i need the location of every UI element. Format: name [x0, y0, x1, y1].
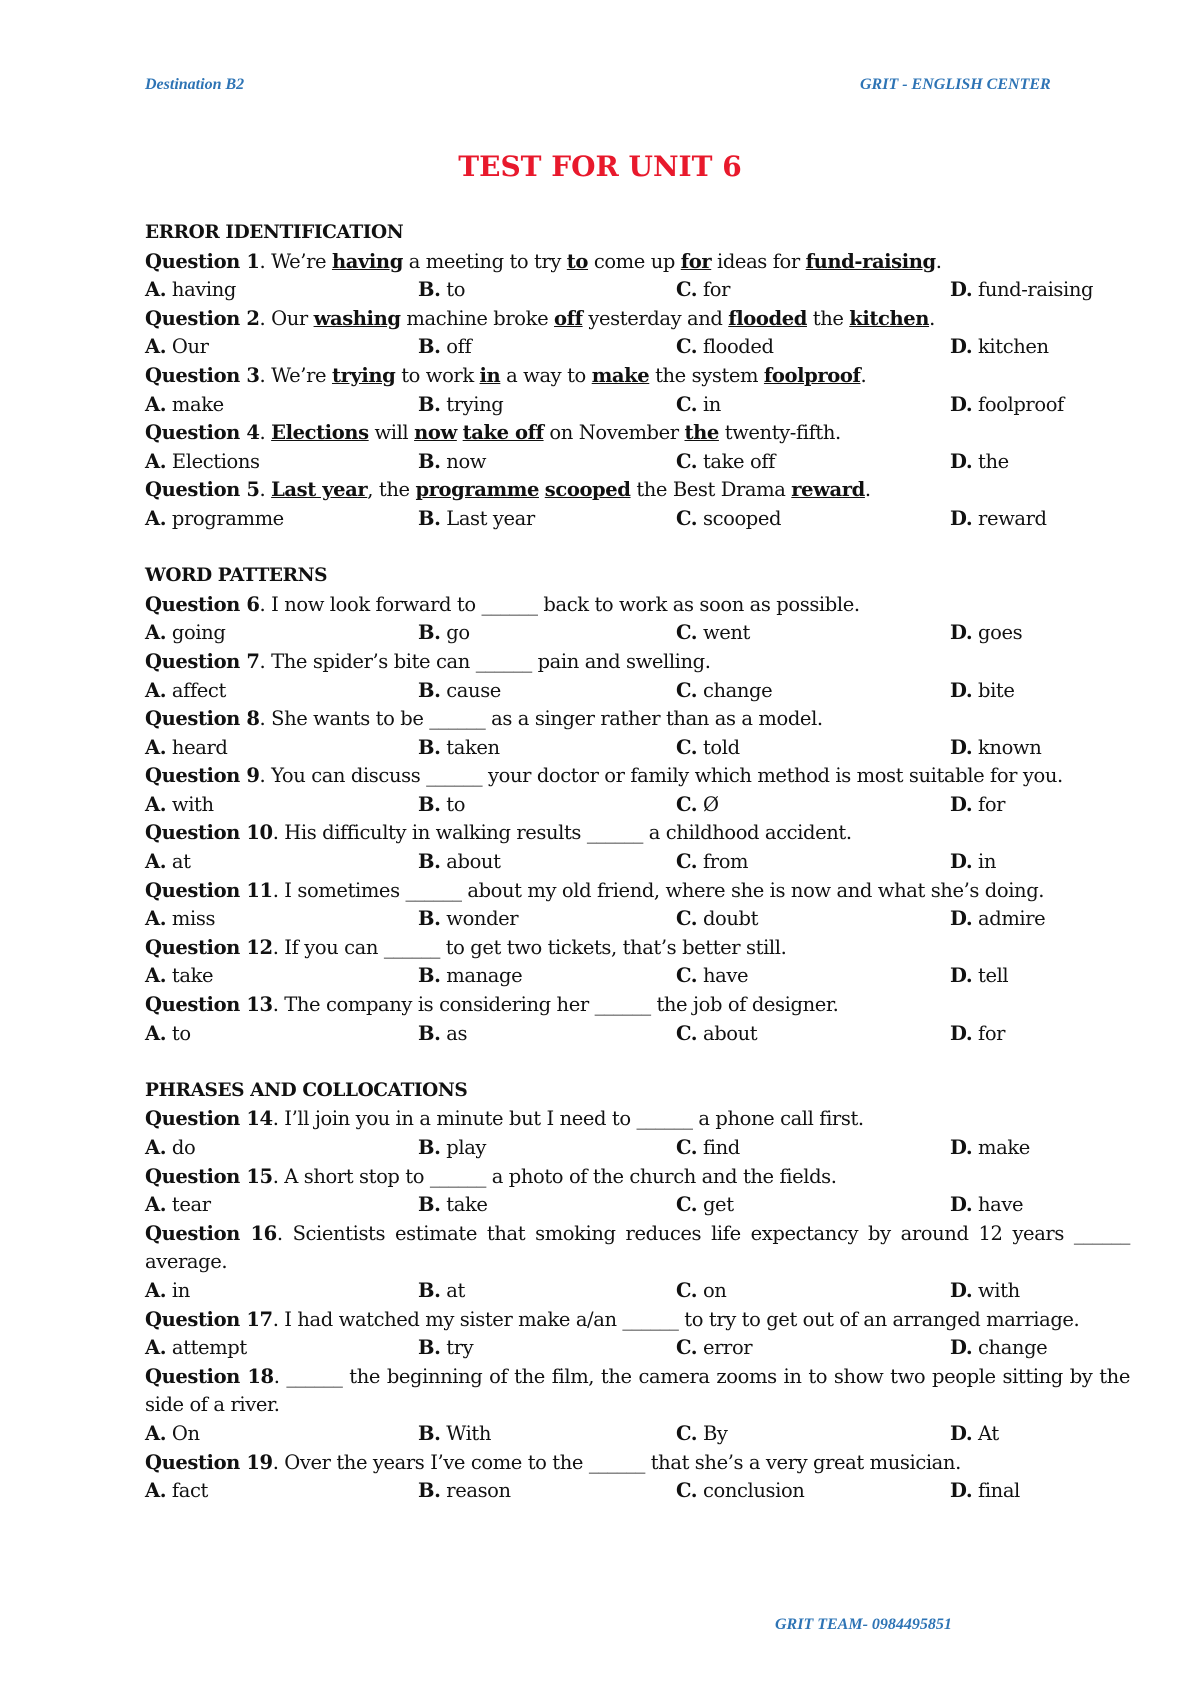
- answer-option: C. conclusion: [676, 1479, 805, 1503]
- answer-option: D. final: [950, 1479, 1020, 1503]
- answer-option: C. for: [676, 278, 731, 302]
- section-heading: PHRASES AND COLLOCATIONS: [145, 1079, 468, 1101]
- question-text: Question 18. ______ the beginning of the film, the camera zooms in to show two people sitting by the side of a river.: [145, 1364, 1130, 1417]
- answer-option: C. from: [676, 850, 749, 874]
- answer-option: C. on: [676, 1278, 727, 1302]
- underlined-word: foolproof: [763, 363, 861, 387]
- underlined-word: make: [591, 363, 650, 387]
- question-text: Question 4. Elections will now take off on November the twenty-fifth.: [145, 421, 841, 445]
- question-text: Question 14. I’ll join you in a minute but I need to ______ a phone call first.: [145, 1107, 864, 1131]
- answer-option: B. wonder: [418, 907, 519, 931]
- answer-option: A. make: [145, 392, 224, 416]
- option-letter: B.: [418, 907, 441, 931]
- option-letter: A.: [145, 1336, 167, 1360]
- option-letter: C.: [676, 1336, 698, 1360]
- answer-option: B. With: [418, 1421, 492, 1445]
- answer-options: [145, 905, 1130, 934]
- answer-option: B. at: [418, 1278, 465, 1302]
- question-text: Question 10. His difficulty in walking results ______ a childhood accident.: [145, 821, 852, 845]
- answer-option: C. went: [676, 621, 750, 645]
- option-letter: A.: [145, 506, 167, 530]
- answer-options: [145, 1191, 1130, 1220]
- option-letter: B.: [418, 506, 441, 530]
- answer-options: [145, 1134, 1130, 1163]
- option-letter: C.: [676, 964, 698, 988]
- answer-option: D. for: [950, 792, 1006, 816]
- underlined-word: reward: [791, 478, 865, 502]
- answer-option: C. in: [676, 392, 721, 416]
- option-letter: C.: [676, 392, 698, 416]
- answer-option: A. take: [145, 964, 214, 988]
- answer-option: D. kitchen: [950, 335, 1049, 359]
- option-letter: D.: [950, 278, 973, 302]
- question-text: Question 15. A short stop to ______ a photo of the church and the fields.: [145, 1164, 837, 1188]
- answer-option: C. take off: [676, 449, 775, 473]
- question-label: Question 3: [145, 363, 260, 387]
- answer-options: [145, 448, 1130, 477]
- underlined-word: the: [684, 421, 719, 445]
- option-letter: D.: [950, 335, 973, 359]
- answer-option: D. At: [950, 1421, 999, 1445]
- underlined-word: kitchen: [849, 306, 930, 330]
- answer-options: [145, 962, 1130, 991]
- question-label: Question 12: [145, 935, 273, 959]
- answer-option: C. change: [676, 678, 773, 702]
- option-letter: B.: [418, 335, 441, 359]
- option-letter: D.: [950, 506, 973, 530]
- option-letter: A.: [145, 621, 167, 645]
- option-letter: B.: [418, 1336, 441, 1360]
- answer-option: A. Elections: [145, 449, 260, 473]
- answer-option: C. have: [676, 964, 749, 988]
- option-letter: C.: [676, 850, 698, 874]
- option-letter: B.: [418, 1278, 441, 1302]
- answer-option: B. about: [418, 850, 501, 874]
- option-letter: A.: [145, 392, 167, 416]
- option-letter: C.: [676, 792, 698, 816]
- underlined-word: flooded: [728, 306, 807, 330]
- option-letter: B.: [418, 1421, 441, 1445]
- question-text: Question 8. She wants to be ______ as a singer rather than as a model.: [145, 707, 823, 731]
- answer-option: A. heard: [145, 735, 228, 759]
- question-text: Question 11. I sometimes ______ about my old friend, where she is now and what she’s doing.: [145, 878, 1045, 902]
- question-text: Question 19. Over the years I’ve come to the ______ that she’s a very great musician.: [145, 1450, 961, 1474]
- option-letter: C.: [676, 1193, 698, 1217]
- underlined-word: scooped: [544, 478, 631, 502]
- answer-option: A. On: [145, 1421, 200, 1445]
- option-letter: C.: [676, 735, 698, 759]
- answer-option: A. going: [145, 621, 226, 645]
- answer-option: A. miss: [145, 907, 216, 931]
- option-letter: C.: [676, 1278, 698, 1302]
- option-letter: D.: [950, 1136, 973, 1159]
- answer-option: A. programme: [145, 506, 284, 530]
- question-label: Question 15: [145, 1164, 273, 1188]
- option-letter: A.: [145, 964, 167, 988]
- answer-option: A. affect: [145, 678, 226, 702]
- option-letter: A.: [145, 1479, 167, 1503]
- underlined-word: having: [331, 249, 403, 273]
- question-label: Question 16: [145, 1221, 277, 1245]
- underlined-word: now: [414, 421, 457, 445]
- underlined-word: Last year: [271, 478, 368, 502]
- answer-options: [145, 791, 1130, 820]
- option-letter: C.: [676, 621, 698, 645]
- answer-options: [145, 1334, 1130, 1363]
- underlined-word: washing: [313, 306, 401, 330]
- option-letter: A.: [145, 735, 167, 759]
- underlined-word: programme: [415, 478, 539, 502]
- underlined-word: trying: [331, 363, 396, 387]
- option-letter: C.: [676, 678, 698, 702]
- option-letter: B.: [418, 392, 441, 416]
- option-letter: B.: [418, 1193, 441, 1217]
- option-letter: B.: [418, 1136, 441, 1159]
- answer-option: A. do: [145, 1136, 196, 1159]
- option-letter: B.: [418, 964, 441, 988]
- header-course-name: Destination B2: [145, 76, 245, 93]
- answer-option: A. Our: [145, 335, 209, 359]
- answer-options: [145, 734, 1130, 763]
- answer-option: D. change: [950, 1336, 1048, 1360]
- option-letter: A.: [145, 449, 167, 473]
- question-label: Question 9: [145, 764, 260, 788]
- answer-options: [145, 1420, 1130, 1449]
- answer-option: B. off: [418, 335, 472, 359]
- answer-option: B. reason: [418, 1479, 511, 1503]
- answer-options: [145, 848, 1130, 877]
- option-letter: D.: [950, 1021, 973, 1045]
- option-letter: B.: [418, 735, 441, 759]
- answer-option: B. cause: [418, 678, 501, 702]
- question-label: Question 17: [145, 1307, 273, 1331]
- answer-options: [145, 505, 1130, 534]
- answer-option: B. try: [418, 1336, 474, 1360]
- answer-option: D. foolproof: [950, 392, 1064, 416]
- underlined-word: Elections: [271, 421, 369, 445]
- option-letter: C.: [676, 449, 698, 473]
- option-letter: D.: [950, 678, 973, 702]
- option-letter: D.: [950, 792, 973, 816]
- answer-option: C. doubt: [676, 907, 759, 931]
- answer-option: B. Last year: [418, 506, 535, 530]
- answer-option: C. error: [676, 1336, 753, 1360]
- question-text: Question 17. I had watched my sister make a/an ______ to try to get out of an arranged marriage.: [145, 1307, 1080, 1331]
- answer-option: B. trying: [418, 392, 504, 416]
- answer-option: B. as: [418, 1021, 468, 1045]
- question-text: Question 9. You can discuss ______ your doctor or family which method is most suitable for you.: [145, 764, 1063, 788]
- option-letter: A.: [145, 1278, 167, 1302]
- answer-option: D. the: [950, 449, 1009, 473]
- answer-option: D. in: [950, 850, 997, 874]
- option-letter: D.: [950, 735, 973, 759]
- question-text: Question 12. If you can ______ to get two tickets, that’s better still.: [145, 935, 787, 959]
- answer-option: B. taken: [418, 735, 500, 759]
- option-letter: C.: [676, 1421, 698, 1445]
- answer-option: B. manage: [418, 964, 523, 988]
- answer-option: A. tear: [145, 1193, 211, 1217]
- option-letter: C.: [676, 1021, 698, 1045]
- answer-option: B. to: [418, 278, 466, 302]
- answer-options: [145, 1020, 1130, 1049]
- option-letter: B.: [418, 792, 441, 816]
- answer-option: B. play: [418, 1136, 487, 1159]
- page-title: TEST FOR UNIT 6: [458, 150, 742, 183]
- option-letter: D.: [950, 392, 973, 416]
- answer-options: [145, 276, 1130, 305]
- answer-option: C. find: [676, 1136, 740, 1159]
- answer-option: D. fund-raising: [950, 278, 1094, 302]
- question-label: Question 11: [145, 878, 273, 902]
- option-letter: A.: [145, 1021, 167, 1045]
- answer-option: A. having: [145, 278, 237, 302]
- question-label: Question 6: [145, 592, 260, 616]
- option-letter: B.: [418, 449, 441, 473]
- option-letter: D.: [950, 964, 973, 988]
- answer-option: B. now: [418, 449, 487, 473]
- answer-option: B. go: [418, 621, 470, 645]
- answer-option: C. flooded: [676, 335, 774, 359]
- header-center-name: GRIT - ENGLISH CENTER: [860, 76, 1051, 93]
- answer-option: C. get: [676, 1193, 734, 1217]
- section-heading: WORD PATTERNS: [145, 565, 328, 587]
- option-letter: C.: [676, 335, 698, 359]
- answer-option: A. with: [145, 792, 214, 816]
- answer-option: D. tell: [950, 964, 1009, 988]
- question-text: Question 7. The spider’s bite can ______ pain and swelling.: [145, 649, 711, 673]
- question-label: Question 8: [145, 707, 260, 731]
- answer-option: A. at: [145, 850, 191, 874]
- answer-options: [145, 1477, 1130, 1506]
- answer-option: D. goes: [950, 621, 1023, 645]
- answer-option: C. about: [676, 1021, 758, 1045]
- answer-options: [145, 391, 1130, 420]
- answer-option: D. known: [950, 735, 1042, 759]
- answer-option: B. to: [418, 792, 466, 816]
- answer-options: [145, 619, 1130, 648]
- question-text: Question 1. We’re having a meeting to try to come up for ideas for fund-raising.: [145, 249, 942, 273]
- underlined-word: take off: [462, 421, 544, 445]
- test-content: [145, 219, 1130, 1506]
- question-text: Question 13. The company is considering her ______ the job of designer.: [145, 993, 839, 1017]
- option-letter: D.: [950, 1336, 973, 1360]
- option-letter: C.: [676, 1136, 698, 1159]
- option-letter: A.: [145, 1193, 167, 1217]
- option-letter: D.: [950, 621, 973, 645]
- answer-option: B. take: [418, 1193, 488, 1217]
- option-letter: B.: [418, 678, 441, 702]
- answer-options: [145, 1277, 1130, 1306]
- option-letter: B.: [418, 1021, 441, 1045]
- option-letter: C.: [676, 1479, 698, 1503]
- answer-option: D. make: [950, 1136, 1030, 1159]
- option-letter: D.: [950, 1278, 973, 1302]
- question-label: Question 1: [145, 249, 260, 273]
- option-letter: B.: [418, 1479, 441, 1503]
- answer-option: C. scooped: [676, 506, 782, 530]
- option-letter: D.: [950, 449, 973, 473]
- question-label: Question 2: [145, 306, 260, 330]
- question-text: Question 3. We’re trying to work in a way to make the system foolproof.: [145, 363, 867, 387]
- option-letter: D.: [950, 907, 973, 931]
- answer-options: [145, 677, 1130, 706]
- answer-option: D. admire: [950, 907, 1046, 931]
- option-letter: B.: [418, 278, 441, 302]
- section-heading: ERROR IDENTIFICATION: [145, 222, 404, 243]
- answer-option: D. with: [950, 1278, 1020, 1302]
- question-text: Question 5. Last year, the programme scooped the Best Drama reward.: [145, 478, 871, 502]
- question-label: Question 18: [145, 1364, 274, 1388]
- option-letter: D.: [950, 1193, 973, 1217]
- answer-option: D. for: [950, 1021, 1006, 1045]
- underlined-word: to: [566, 249, 589, 273]
- underlined-word: for: [680, 249, 712, 273]
- question-text: Question 2. Our washing machine broke off yesterday and flooded the kitchen.: [145, 306, 935, 330]
- answer-option: D. reward: [950, 506, 1047, 530]
- option-letter: D.: [950, 1421, 973, 1445]
- question-label: Question 5: [145, 478, 260, 502]
- question-label: Question 10: [145, 821, 273, 845]
- option-letter: B.: [418, 850, 441, 874]
- option-letter: A.: [145, 678, 167, 702]
- question-label: Question 13: [145, 993, 273, 1017]
- answer-option: C. Ø: [676, 792, 719, 816]
- option-letter: A.: [145, 1136, 167, 1159]
- answer-option: D. bite: [950, 678, 1015, 702]
- option-letter: A.: [145, 850, 167, 874]
- answer-option: A. to: [145, 1021, 191, 1045]
- question-text: Question 6. I now look forward to ______ back to work as soon as possible.: [145, 592, 860, 616]
- underlined-word: in: [479, 363, 501, 387]
- option-letter: A.: [145, 1421, 167, 1445]
- answer-option: A. fact: [145, 1479, 208, 1503]
- answer-options: [145, 333, 1130, 362]
- question-text: Question 16. Scientists estimate that smoking reduces life expectancy by around 12 years ______ average.: [145, 1221, 1130, 1274]
- option-letter: A.: [145, 278, 167, 302]
- option-letter: C.: [676, 506, 698, 530]
- option-letter: C.: [676, 278, 698, 302]
- option-letter: B.: [418, 621, 441, 645]
- question-label: Question 19: [145, 1450, 273, 1474]
- underlined-word: off: [554, 306, 583, 330]
- footer-contact: GRIT TEAM- 0984495851: [775, 1616, 952, 1633]
- answer-option: A. in: [145, 1278, 190, 1302]
- question-label: Question 14: [145, 1107, 273, 1131]
- answer-option: C. By: [676, 1421, 728, 1445]
- question-label: Question 7: [145, 649, 260, 673]
- underlined-word: fund-raising: [805, 249, 936, 273]
- answer-option: A. attempt: [145, 1336, 247, 1360]
- answer-option: C. told: [676, 735, 740, 759]
- answer-option: D. have: [950, 1193, 1024, 1217]
- option-letter: A.: [145, 335, 167, 359]
- option-letter: A.: [145, 907, 167, 931]
- option-letter: A.: [145, 792, 167, 816]
- option-letter: D.: [950, 1479, 973, 1503]
- question-label: Question 4: [145, 421, 260, 445]
- option-letter: D.: [950, 850, 973, 874]
- option-letter: C.: [676, 907, 698, 931]
